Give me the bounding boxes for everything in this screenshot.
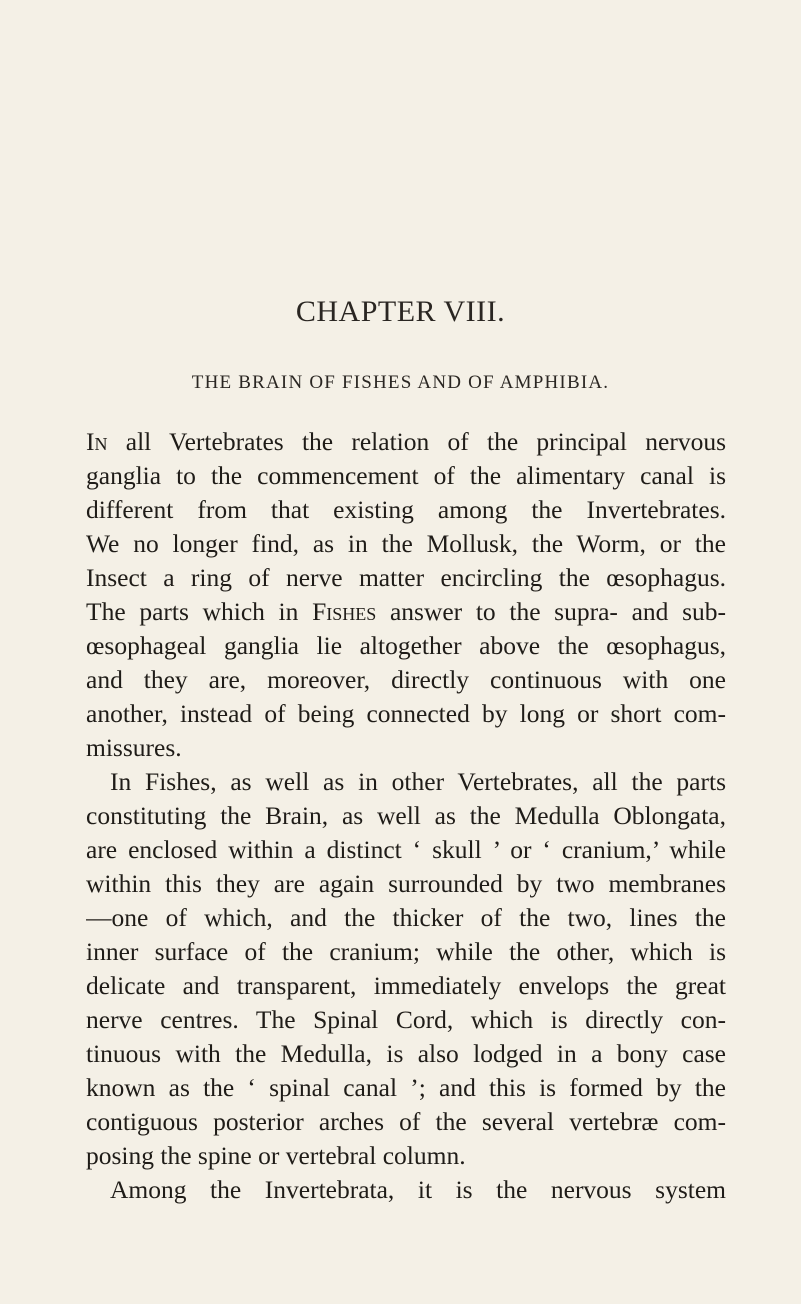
- text-line: œsophageal ganglia lie altogether above the œsophagus,: [86, 631, 726, 660]
- section-title: THE BRAIN OF FISHES AND OF AMPHIBIA.: [191, 372, 610, 393]
- drop-word: In: [86, 427, 108, 456]
- text-line: delicate and transparent, immediately envelops the great: [86, 971, 726, 1000]
- text-line: —one of which, and the thicker of the two, lines the: [86, 903, 726, 932]
- chapter-title: CHAPTER VIII.: [295, 295, 506, 328]
- text-line: within this they are again surrounded by two membranes: [86, 869, 726, 898]
- text-line: inner surface of the cranium; while the other, which is: [86, 937, 726, 966]
- text-line: ganglia to the commencement of the alimentary canal is: [86, 461, 726, 490]
- text-line: tinuous with the Medulla, is also lodged in a bony case: [86, 1039, 726, 1068]
- body-text: [86, 425, 726, 1207]
- text-line: missures.: [86, 733, 182, 762]
- text-line: contiguous posterior arches of the several vertebræ com-: [86, 1107, 726, 1136]
- text-line: Insect a ring of nerve matter encircling the œsophagus.: [86, 563, 726, 592]
- text-line: We no longer find, as in the Mollusk, the Worm, or the: [86, 529, 726, 558]
- text-line: posing the spine or vertebral column.: [86, 1141, 466, 1170]
- text-line: constituting the Brain, as well as the Medulla Oblongata,: [86, 801, 726, 830]
- text-line: The parts which in Fishes answer to the supra- and sub-: [86, 597, 726, 626]
- text-line: nerve centres. The Spinal Cord, which is directly con-: [86, 1005, 726, 1034]
- text-line: known as the ‘ spinal canal ’; and this is formed by the: [86, 1073, 726, 1102]
- text-line: and they are, moreover, directly continuous with one: [86, 665, 726, 694]
- small-caps-term: Fishes: [312, 597, 377, 626]
- text-line: In all Vertebrates the relation of the principal nervous: [86, 427, 726, 456]
- text-line: Among the Invertebrata, it is the nervous system: [110, 1175, 726, 1204]
- text-line: different from that existing among the Invertebrates.: [86, 495, 726, 524]
- text-line: In Fishes, as well as in other Vertebrates, all the parts: [110, 767, 726, 796]
- text-line: another, instead of being connected by long or short com-: [86, 699, 726, 728]
- text-line: are enclosed within a distinct ‘ skull ’ or ‘ cranium,’ while: [86, 835, 726, 864]
